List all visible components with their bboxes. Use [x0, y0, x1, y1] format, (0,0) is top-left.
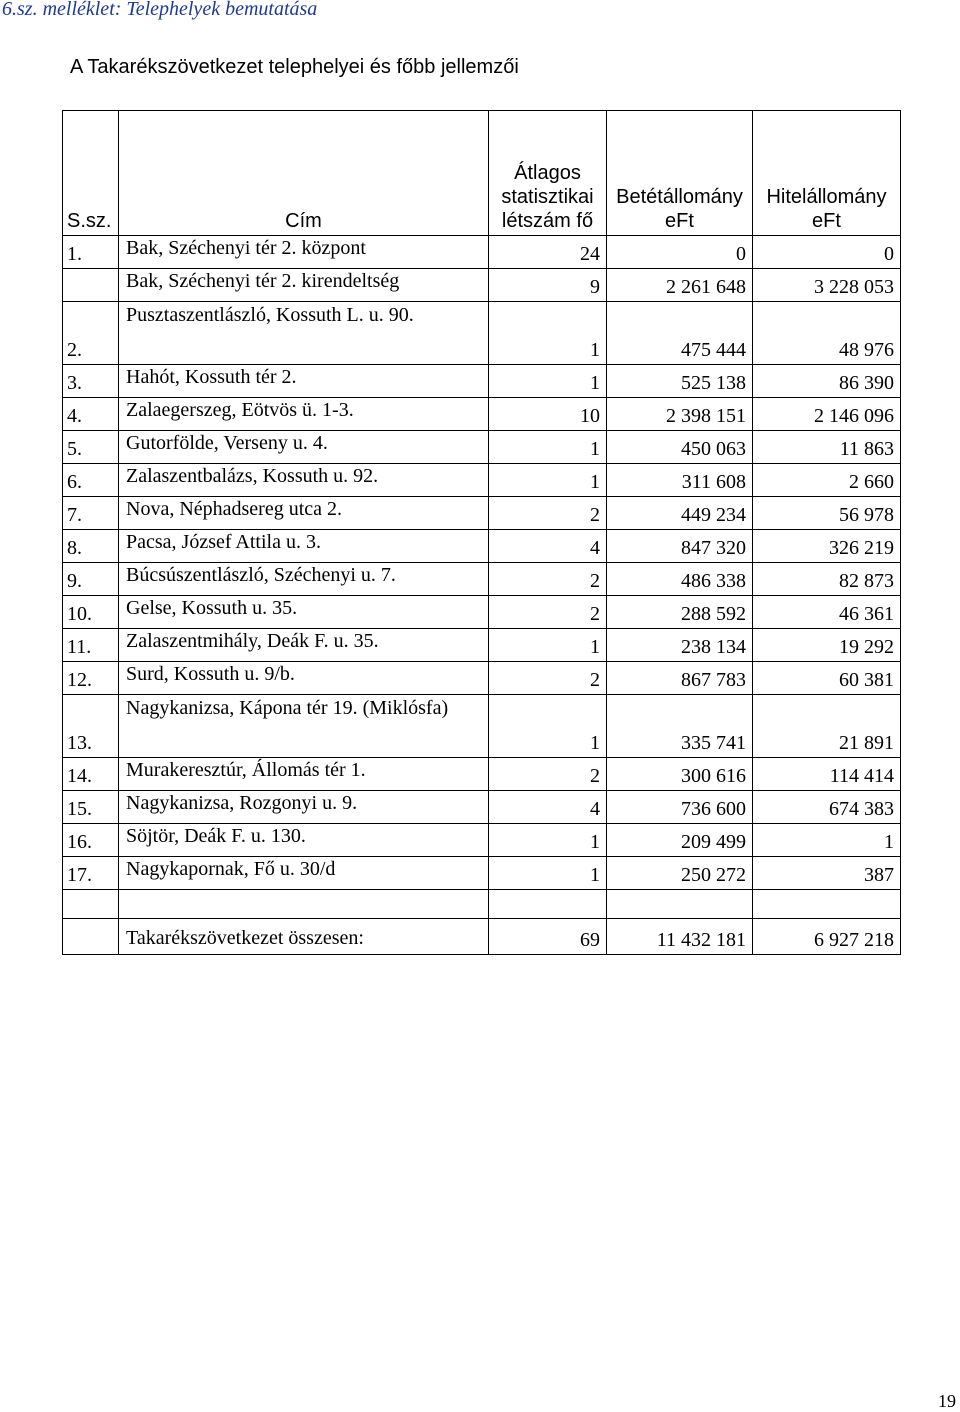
- row-address: Surd, Kossuth u. 9/b.: [119, 662, 489, 695]
- row-staff: 1: [489, 695, 607, 758]
- row-deposits: 238 134: [607, 629, 753, 662]
- blank-cell: [607, 890, 753, 919]
- row-index: 10.: [63, 596, 119, 629]
- row-index: 9.: [63, 563, 119, 596]
- row-staff: 1: [489, 824, 607, 857]
- header-deposits: Betétállomány eFt: [607, 111, 753, 236]
- row-index: 17.: [63, 857, 119, 890]
- total-label: Takarékszövetkezet összesen:: [119, 919, 489, 955]
- header-staff: Átlagos statisztikai létszám fő: [489, 111, 607, 236]
- row-index: 12.: [63, 662, 119, 695]
- blank-cell: [753, 890, 901, 919]
- table-row: [63, 563, 901, 596]
- row-index: 7.: [63, 497, 119, 530]
- blank-row: [63, 890, 901, 919]
- row-loans: 3 228 053: [753, 269, 901, 302]
- row-staff: 1: [489, 302, 607, 365]
- row-deposits: 209 499: [607, 824, 753, 857]
- row-staff: 2: [489, 662, 607, 695]
- row-deposits: 0: [607, 236, 753, 269]
- table-row: [63, 791, 901, 824]
- row-index: 6.: [63, 464, 119, 497]
- row-staff: 1: [489, 857, 607, 890]
- row-deposits: 250 272: [607, 857, 753, 890]
- row-staff: 24: [489, 236, 607, 269]
- table-row: [63, 629, 901, 662]
- row-address: Zalaegerszeg, Eötvös ü. 1-3.: [119, 398, 489, 431]
- table-row: [63, 464, 901, 497]
- table-row: [63, 857, 901, 890]
- row-deposits: 2 398 151: [607, 398, 753, 431]
- table-row: [63, 431, 901, 464]
- row-deposits: 867 783: [607, 662, 753, 695]
- row-staff: 9: [489, 269, 607, 302]
- row-loans: 48 976: [753, 302, 901, 365]
- row-index: 3.: [63, 365, 119, 398]
- row-index: 13.: [63, 695, 119, 758]
- table-row: [63, 662, 901, 695]
- sites-table: [62, 110, 901, 955]
- row-deposits: 525 138: [607, 365, 753, 398]
- header-index: S.sz.: [63, 111, 119, 236]
- row-staff: 4: [489, 530, 607, 563]
- document-subtitle: A Takarékszövetkezet telephelyei és főbb jellemzői: [70, 56, 519, 78]
- row-index: 14.: [63, 758, 119, 791]
- row-address: Hahót, Kossuth tér 2.: [119, 365, 489, 398]
- row-loans: 56 978: [753, 497, 901, 530]
- total-index: [63, 919, 119, 955]
- row-index: 16.: [63, 824, 119, 857]
- row-deposits: 335 741: [607, 695, 753, 758]
- row-deposits: 2 261 648: [607, 269, 753, 302]
- row-loans: 674 383: [753, 791, 901, 824]
- table-row: [63, 365, 901, 398]
- row-index: 2.: [63, 302, 119, 365]
- row-deposits: 475 444: [607, 302, 753, 365]
- row-address: Pacsa, József Attila u. 3.: [119, 530, 489, 563]
- row-address: Pusztaszentlászló, Kossuth L. u. 90.: [119, 302, 489, 365]
- table-header-row: [63, 111, 901, 236]
- row-loans: 326 219: [753, 530, 901, 563]
- row-loans: 82 873: [753, 563, 901, 596]
- table-row: [63, 269, 901, 302]
- total-row: [63, 919, 901, 955]
- table-row: [63, 695, 901, 758]
- row-loans: 86 390: [753, 365, 901, 398]
- row-deposits: 311 608: [607, 464, 753, 497]
- row-staff: 2: [489, 497, 607, 530]
- row-staff: 2: [489, 563, 607, 596]
- page-heading: 6.sz. melléklet: Telephelyek bemutatása: [2, 0, 318, 20]
- row-loans: 60 381: [753, 662, 901, 695]
- row-index: [63, 269, 119, 302]
- row-deposits: 486 338: [607, 563, 753, 596]
- row-deposits: 736 600: [607, 791, 753, 824]
- row-address: Murakeresztúr, Állomás tér 1.: [119, 758, 489, 791]
- row-staff: 1: [489, 431, 607, 464]
- row-deposits: 847 320: [607, 530, 753, 563]
- sites-table-body: [63, 111, 901, 955]
- blank-cell: [489, 890, 607, 919]
- row-staff: 4: [489, 791, 607, 824]
- row-loans: 46 361: [753, 596, 901, 629]
- row-address: Bak, Széchenyi tér 2. központ: [119, 236, 489, 269]
- table-row: [63, 530, 901, 563]
- row-loans: 11 863: [753, 431, 901, 464]
- row-address: Gutorfölde, Verseny u. 4.: [119, 431, 489, 464]
- row-index: 15.: [63, 791, 119, 824]
- row-address: Zalaszentmihály, Deák F. u. 35.: [119, 629, 489, 662]
- page-number: 19: [938, 1391, 956, 1411]
- row-loans: 387: [753, 857, 901, 890]
- row-staff: 10: [489, 398, 607, 431]
- row-loans: 2 660: [753, 464, 901, 497]
- row-loans: 1: [753, 824, 901, 857]
- row-deposits: 450 063: [607, 431, 753, 464]
- row-deposits: 288 592: [607, 596, 753, 629]
- row-address: Bak, Széchenyi tér 2. kirendeltség: [119, 269, 489, 302]
- row-loans: 21 891: [753, 695, 901, 758]
- table-row: [63, 497, 901, 530]
- blank-cell: [119, 890, 489, 919]
- table-row: [63, 596, 901, 629]
- row-address: Gelse, Kossuth u. 35.: [119, 596, 489, 629]
- row-index: 8.: [63, 530, 119, 563]
- row-address: Nova, Néphadsereg utca 2.: [119, 497, 489, 530]
- row-loans: 0: [753, 236, 901, 269]
- header-loans: Hitelállomány eFt: [753, 111, 901, 236]
- row-loans: 2 146 096: [753, 398, 901, 431]
- row-address: Söjtör, Deák F. u. 130.: [119, 824, 489, 857]
- row-index: 4.: [63, 398, 119, 431]
- row-staff: 1: [489, 464, 607, 497]
- table-row: [63, 398, 901, 431]
- row-loans: 114 414: [753, 758, 901, 791]
- row-index: 11.: [63, 629, 119, 662]
- row-address: Zalaszentbalázs, Kossuth u. 92.: [119, 464, 489, 497]
- row-deposits: 449 234: [607, 497, 753, 530]
- row-address: Nagykanizsa, Rozgonyi u. 9.: [119, 791, 489, 824]
- table-row: [63, 236, 901, 269]
- row-address: Búcsúszentlászló, Széchenyi u. 7.: [119, 563, 489, 596]
- row-index: 1.: [63, 236, 119, 269]
- row-staff: 1: [489, 629, 607, 662]
- row-staff: 2: [489, 758, 607, 791]
- row-address: Nagykanizsa, Kápona tér 19. (Miklósfa): [119, 695, 489, 758]
- header-address: Cím: [119, 111, 489, 236]
- row-loans: 19 292: [753, 629, 901, 662]
- row-address: Nagykapornak, Fő u. 30/d: [119, 857, 489, 890]
- table-row: [63, 302, 901, 365]
- total-loans: 6 927 218: [753, 919, 901, 955]
- row-staff: 1: [489, 365, 607, 398]
- total-staff: 69: [489, 919, 607, 955]
- table-row: [63, 824, 901, 857]
- table-row: [63, 758, 901, 791]
- row-deposits: 300 616: [607, 758, 753, 791]
- blank-cell: [63, 890, 119, 919]
- row-index: 5.: [63, 431, 119, 464]
- total-deposits: 11 432 181: [607, 919, 753, 955]
- row-staff: 2: [489, 596, 607, 629]
